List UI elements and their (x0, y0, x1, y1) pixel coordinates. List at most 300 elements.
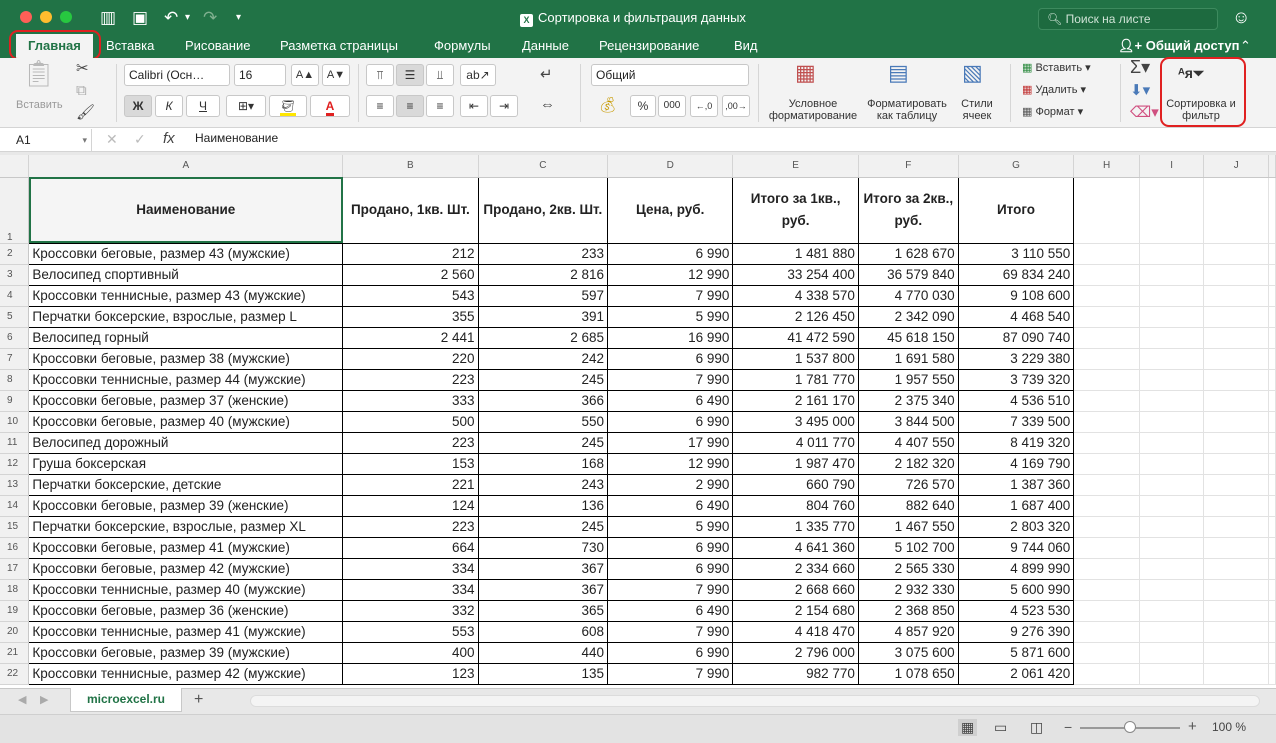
shrink-font-button[interactable]: A▼ (322, 64, 350, 86)
redo-icon[interactable]: ↷ (203, 8, 218, 27)
empty-cell[interactable] (1204, 621, 1269, 642)
undo-icon[interactable]: ↶ (164, 8, 179, 27)
product-name-cell[interactable]: Перчатки боксерские, детские (29, 474, 343, 495)
empty-cell[interactable] (1139, 663, 1204, 684)
save-icon[interactable]: ▣ (132, 8, 149, 27)
increase-decimal-button[interactable] (690, 95, 718, 117)
row-header[interactable]: 1 (0, 177, 29, 243)
number-cell[interactable]: 6 990 (608, 642, 733, 663)
empty-cell[interactable] (1204, 558, 1269, 579)
row-header[interactable]: 7 (0, 348, 29, 369)
row-header[interactable]: 13 (0, 474, 29, 495)
empty-cell[interactable] (1074, 285, 1140, 306)
empty-cell[interactable] (1269, 285, 1276, 306)
column-header[interactable]: G (958, 155, 1074, 177)
number-cell[interactable]: 17 990 (608, 432, 733, 453)
empty-cell[interactable] (1074, 663, 1140, 684)
column-header[interactable]: D (608, 155, 733, 177)
tab-page-layout[interactable]: Разметка страницы (280, 38, 398, 53)
empty-cell[interactable] (1269, 663, 1276, 684)
sort-filter-icon[interactable]: ᴬᴙ⏷ (1178, 65, 1205, 81)
number-cell[interactable]: 33 254 400 (733, 264, 859, 285)
minimize-window-button[interactable] (40, 11, 52, 23)
font-color-button[interactable] (310, 95, 350, 117)
number-cell[interactable]: 6 490 (608, 495, 733, 516)
number-cell[interactable]: 1 781 770 (733, 369, 859, 390)
empty-cell[interactable] (1204, 177, 1269, 243)
format-cells-button[interactable]: ▦ Формат ▾ (1022, 106, 1084, 118)
empty-cell[interactable] (1074, 390, 1140, 411)
comma-style-button[interactable]: 000 (658, 95, 686, 117)
product-name-cell[interactable]: Кроссовки теннисные, размер 42 (мужские) (29, 663, 343, 684)
collapse-ribbon-icon[interactable]: ⌃ (1240, 38, 1251, 53)
number-cell[interactable]: 168 (478, 453, 607, 474)
zoom-slider-thumb[interactable] (1124, 721, 1136, 733)
empty-cell[interactable] (1269, 390, 1276, 411)
product-name-cell[interactable]: Велосипед горный (29, 327, 343, 348)
row-header[interactable]: 19 (0, 600, 29, 621)
close-window-button[interactable] (20, 11, 32, 23)
orientation-button[interactable] (460, 64, 496, 86)
tab-home[interactable]: Главная (16, 34, 93, 58)
currency-icon[interactable]: 💰︎ (598, 97, 618, 114)
number-cell[interactable]: 7 990 (608, 285, 733, 306)
horizontal-scrollbar[interactable] (250, 695, 1260, 707)
number-cell[interactable]: 4 011 770 (733, 432, 859, 453)
product-name-cell[interactable]: Перчатки боксерские, взрослые, размер L (29, 306, 343, 327)
sidebar-icon[interactable]: ▥ (100, 8, 117, 27)
number-cell[interactable]: 2 342 090 (858, 306, 958, 327)
header-cell[interactable]: Наименование (29, 177, 343, 243)
number-cell[interactable]: 1 687 400 (958, 495, 1074, 516)
number-cell[interactable]: 730 (478, 537, 607, 558)
empty-cell[interactable] (1074, 453, 1140, 474)
fill-color-button[interactable] (269, 95, 307, 117)
empty-cell[interactable] (1139, 177, 1204, 243)
empty-cell[interactable] (1139, 432, 1204, 453)
conditional-formatting-icon[interactable]: ▦ (795, 60, 816, 85)
number-cell[interactable]: 1 387 360 (958, 474, 1074, 495)
merge-center-icon[interactable]: ⇔ (540, 96, 555, 113)
row-header[interactable]: 3 (0, 264, 29, 285)
number-cell[interactable]: 365 (478, 600, 607, 621)
cell-styles-icon[interactable]: ▧ (962, 60, 983, 85)
number-cell[interactable]: 123 (343, 663, 478, 684)
align-center-button[interactable] (396, 95, 424, 117)
number-cell[interactable]: 726 570 (858, 474, 958, 495)
empty-cell[interactable] (1204, 600, 1269, 621)
number-cell[interactable]: 550 (478, 411, 607, 432)
number-cell[interactable]: 2 061 420 (958, 663, 1074, 684)
number-cell[interactable]: 334 (343, 558, 478, 579)
number-cell[interactable]: 2 803 320 (958, 516, 1074, 537)
percent-button[interactable]: % (630, 95, 656, 117)
align-left-button[interactable] (366, 95, 394, 117)
number-cell[interactable]: 12 990 (608, 453, 733, 474)
number-cell[interactable]: 1 628 670 (858, 243, 958, 264)
empty-cell[interactable] (1139, 642, 1204, 663)
tab-draw[interactable]: Рисование (185, 38, 251, 53)
empty-cell[interactable] (1269, 177, 1276, 243)
number-cell[interactable]: 223 (343, 369, 478, 390)
cancel-icon[interactable]: ✕ (106, 131, 118, 147)
number-cell[interactable]: 36 579 840 (858, 264, 958, 285)
empty-cell[interactable] (1074, 621, 1140, 642)
borders-button[interactable] (226, 95, 266, 117)
page-break-view-icon[interactable]: ◫ (1030, 719, 1044, 735)
column-header[interactable]: H (1074, 155, 1140, 177)
number-cell[interactable]: 366 (478, 390, 607, 411)
number-cell[interactable]: 5 990 (608, 306, 733, 327)
number-cell[interactable]: 597 (478, 285, 607, 306)
tab-insert[interactable]: Вставка (106, 38, 155, 53)
empty-cell[interactable] (1074, 369, 1140, 390)
number-cell[interactable]: 3 110 550 (958, 243, 1074, 264)
number-cell[interactable]: 4 407 550 (858, 432, 958, 453)
empty-cell[interactable] (1269, 579, 1276, 600)
insert-function-icon[interactable]: fx (163, 130, 175, 147)
wrap-text-icon[interactable]: ↵ (540, 66, 553, 83)
empty-cell[interactable] (1074, 537, 1140, 558)
number-cell[interactable]: 6 490 (608, 390, 733, 411)
number-cell[interactable]: 2 154 680 (733, 600, 859, 621)
empty-cell[interactable] (1074, 642, 1140, 663)
number-cell[interactable]: 2 816 (478, 264, 607, 285)
empty-cell[interactable] (1269, 642, 1276, 663)
number-cell[interactable]: 553 (343, 621, 478, 642)
number-cell[interactable]: 2 375 340 (858, 390, 958, 411)
fill-down-icon[interactable]: ⬇▾ (1130, 82, 1151, 99)
number-cell[interactable]: 4 536 510 (958, 390, 1074, 411)
empty-cell[interactable] (1139, 600, 1204, 621)
align-right-button[interactable] (426, 95, 454, 117)
header-cell[interactable]: Продано, 2кв. Шт. (478, 177, 607, 243)
number-cell[interactable]: 334 (343, 579, 478, 600)
row-header[interactable]: 6 (0, 327, 29, 348)
search-sheet-input[interactable]: 🔍︎ Поиск на листе (1038, 8, 1218, 30)
row-header[interactable]: 2 (0, 243, 29, 264)
number-cell[interactable]: 332 (343, 600, 478, 621)
empty-cell[interactable] (1269, 558, 1276, 579)
tab-data[interactable]: Данные (522, 38, 569, 53)
empty-cell[interactable] (1269, 411, 1276, 432)
empty-cell[interactable] (1074, 306, 1140, 327)
product-name-cell[interactable]: Велосипед дорожный (29, 432, 343, 453)
number-cell[interactable]: 882 640 (858, 495, 958, 516)
number-cell[interactable]: 2 565 330 (858, 558, 958, 579)
number-cell[interactable]: 367 (478, 558, 607, 579)
product-name-cell[interactable]: Кроссовки беговые, размер 41 (мужские) (29, 537, 343, 558)
number-cell[interactable]: 1 078 650 (858, 663, 958, 684)
format-as-table-icon[interactable]: ▤ (888, 60, 909, 85)
align-middle-button[interactable] (396, 64, 424, 86)
number-cell[interactable]: 242 (478, 348, 607, 369)
add-sheet-button[interactable]: + (194, 691, 204, 708)
empty-cell[interactable] (1204, 432, 1269, 453)
header-cell[interactable]: Цена, руб. (608, 177, 733, 243)
empty-cell[interactable] (1139, 285, 1204, 306)
empty-cell[interactable] (1204, 264, 1269, 285)
empty-cell[interactable] (1139, 306, 1204, 327)
number-cell[interactable]: 6 990 (608, 411, 733, 432)
empty-cell[interactable] (1204, 537, 1269, 558)
number-cell[interactable]: 1 467 550 (858, 516, 958, 537)
empty-cell[interactable] (1269, 348, 1276, 369)
cell-styles-label[interactable]: Стили ячеек (961, 98, 993, 122)
header-cell[interactable]: Итого за 2кв., руб. (858, 177, 958, 243)
increase-indent-button[interactable] (490, 95, 518, 117)
number-cell[interactable]: 7 990 (608, 579, 733, 600)
number-cell[interactable]: 2 560 (343, 264, 478, 285)
number-cell[interactable]: 45 618 150 (858, 327, 958, 348)
number-cell[interactable]: 7 990 (608, 663, 733, 684)
empty-cell[interactable] (1204, 411, 1269, 432)
chevron-down-icon[interactable]: ▾ (82, 135, 87, 145)
header-cell[interactable]: Итого за 1кв., руб. (733, 177, 859, 243)
number-cell[interactable]: 4 468 540 (958, 306, 1074, 327)
empty-cell[interactable] (1269, 600, 1276, 621)
number-cell[interactable]: 1 987 470 (733, 453, 859, 474)
bold-button[interactable]: Ж (124, 95, 152, 117)
number-cell[interactable]: 2 182 320 (858, 453, 958, 474)
row-header[interactable]: 11 (0, 432, 29, 453)
header-cell[interactable]: Продано, 1кв. Шт. (343, 177, 478, 243)
empty-cell[interactable] (1139, 621, 1204, 642)
number-cell[interactable]: 2 668 660 (733, 579, 859, 600)
number-cell[interactable]: 4 899 990 (958, 558, 1074, 579)
number-cell[interactable]: 4 641 360 (733, 537, 859, 558)
empty-cell[interactable] (1269, 621, 1276, 642)
row-header[interactable]: 20 (0, 621, 29, 642)
scroll-tabs-left-icon[interactable]: ◀ (18, 694, 27, 706)
number-cell[interactable]: 664 (343, 537, 478, 558)
number-cell[interactable]: 1 537 800 (733, 348, 859, 369)
number-cell[interactable]: 2 990 (608, 474, 733, 495)
zoom-out-icon[interactable]: − (1064, 719, 1073, 735)
empty-cell[interactable] (1269, 243, 1276, 264)
empty-cell[interactable] (1204, 642, 1269, 663)
number-cell[interactable]: 7 990 (608, 369, 733, 390)
product-name-cell[interactable]: Перчатки боксерские, взрослые, размер XL (29, 516, 343, 537)
empty-cell[interactable] (1269, 327, 1276, 348)
empty-cell[interactable] (1204, 243, 1269, 264)
number-cell[interactable]: 4 418 470 (733, 621, 859, 642)
number-cell[interactable]: 6 990 (608, 537, 733, 558)
share-button[interactable]: 👤︎+ Общий доступ (1118, 38, 1240, 53)
number-cell[interactable]: 543 (343, 285, 478, 306)
select-all-corner[interactable] (0, 155, 29, 177)
number-cell[interactable]: 9 744 060 (958, 537, 1074, 558)
number-cell[interactable]: 2 441 (343, 327, 478, 348)
row-header[interactable]: 8 (0, 369, 29, 390)
number-cell[interactable]: 212 (343, 243, 478, 264)
empty-cell[interactable] (1204, 663, 1269, 684)
column-header[interactable]: I (1139, 155, 1204, 177)
align-bottom-button[interactable] (426, 64, 454, 86)
empty-cell[interactable] (1269, 474, 1276, 495)
empty-cell[interactable] (1139, 327, 1204, 348)
number-cell[interactable]: 135 (478, 663, 607, 684)
empty-cell[interactable] (1204, 369, 1269, 390)
product-name-cell[interactable]: Велосипед спортивный (29, 264, 343, 285)
formula-input[interactable]: Наименование (195, 131, 279, 145)
number-cell[interactable]: 245 (478, 432, 607, 453)
number-cell[interactable]: 9 108 600 (958, 285, 1074, 306)
number-cell[interactable]: 223 (343, 432, 478, 453)
product-name-cell[interactable]: Кроссовки беговые, размер 43 (мужские) (29, 243, 343, 264)
number-cell[interactable]: 6 990 (608, 243, 733, 264)
number-cell[interactable]: 221 (343, 474, 478, 495)
empty-cell[interactable] (1269, 432, 1276, 453)
empty-cell[interactable] (1139, 243, 1204, 264)
copy-icon[interactable]: ⧉ (76, 82, 87, 99)
number-cell[interactable]: 2 796 000 (733, 642, 859, 663)
clear-eraser-icon[interactable]: ⌫▾ (1130, 104, 1159, 121)
product-name-cell[interactable]: Кроссовки беговые, размер 36 (женские) (29, 600, 343, 621)
customize-toolbar-icon[interactable]: ▾ (236, 12, 242, 23)
number-cell[interactable]: 9 276 390 (958, 621, 1074, 642)
row-header[interactable]: 5 (0, 306, 29, 327)
column-header[interactable]: E (733, 155, 859, 177)
empty-cell[interactable] (1139, 348, 1204, 369)
number-cell[interactable]: 355 (343, 306, 478, 327)
empty-cell[interactable] (1204, 390, 1269, 411)
empty-cell[interactable] (1074, 558, 1140, 579)
row-header[interactable]: 12 (0, 453, 29, 474)
empty-cell[interactable] (1139, 495, 1204, 516)
number-cell[interactable]: 223 (343, 516, 478, 537)
empty-cell[interactable] (1139, 558, 1204, 579)
number-cell[interactable]: 136 (478, 495, 607, 516)
number-cell[interactable]: 4 523 530 (958, 600, 1074, 621)
empty-cell[interactable] (1074, 432, 1140, 453)
font-size-select[interactable]: 16 (234, 64, 286, 86)
format-as-table-label[interactable]: Форматировать как таблицу (867, 98, 947, 122)
number-cell[interactable]: 233 (478, 243, 607, 264)
insert-cells-button[interactable]: ▦ Вставить ▾ (1022, 62, 1091, 74)
empty-cell[interactable] (1204, 453, 1269, 474)
number-cell[interactable]: 3 075 600 (858, 642, 958, 663)
number-cell[interactable]: 6 990 (608, 348, 733, 369)
decrease-decimal-button[interactable] (722, 95, 750, 117)
font-name-select[interactable]: Calibri (Осн… (124, 64, 230, 86)
enter-check-icon[interactable]: ✓ (134, 131, 146, 147)
column-header[interactable]: B (343, 155, 478, 177)
empty-cell[interactable] (1139, 390, 1204, 411)
number-cell[interactable]: 245 (478, 369, 607, 390)
empty-cell[interactable] (1139, 579, 1204, 600)
number-cell[interactable]: 333 (343, 390, 478, 411)
row-header[interactable]: 14 (0, 495, 29, 516)
row-header[interactable]: 4 (0, 285, 29, 306)
empty-cell[interactable] (1139, 369, 1204, 390)
page-layout-view-icon[interactable]: ▭ (994, 719, 1008, 735)
product-name-cell[interactable]: Кроссовки теннисные, размер 44 (мужские) (29, 369, 343, 390)
number-cell[interactable]: 7 339 500 (958, 411, 1074, 432)
empty-cell[interactable] (1204, 285, 1269, 306)
number-cell[interactable]: 16 990 (608, 327, 733, 348)
number-cell[interactable]: 5 102 700 (858, 537, 958, 558)
tab-formulas[interactable]: Формулы (434, 38, 491, 53)
cut-icon[interactable]: ✂ (76, 60, 89, 77)
column-header[interactable]: C (478, 155, 607, 177)
number-cell[interactable]: 500 (343, 411, 478, 432)
product-name-cell[interactable]: Кроссовки беговые, размер 39 (женские) (29, 495, 343, 516)
number-cell[interactable]: 608 (478, 621, 607, 642)
format-painter-icon[interactable]: 🖌︎ (76, 104, 96, 121)
number-cell[interactable]: 1 481 880 (733, 243, 859, 264)
column-header[interactable]: J (1204, 155, 1269, 177)
empty-cell[interactable] (1204, 474, 1269, 495)
number-cell[interactable]: 87 090 740 (958, 327, 1074, 348)
sort-filter-label[interactable]: Сортировка и фильтр (1166, 98, 1236, 122)
number-cell[interactable]: 12 990 (608, 264, 733, 285)
conditional-formatting-label[interactable]: Условное форматирование (768, 98, 858, 122)
empty-cell[interactable] (1074, 327, 1140, 348)
number-cell[interactable]: 400 (343, 642, 478, 663)
empty-cell[interactable] (1204, 348, 1269, 369)
number-cell[interactable]: 2 334 660 (733, 558, 859, 579)
row-header[interactable]: 17 (0, 558, 29, 579)
scroll-tabs-right-icon[interactable]: ▶ (40, 694, 49, 706)
empty-cell[interactable] (1269, 537, 1276, 558)
number-cell[interactable]: 2 368 850 (858, 600, 958, 621)
number-cell[interactable]: 2 932 330 (858, 579, 958, 600)
empty-cell[interactable] (1269, 369, 1276, 390)
zoom-in-icon[interactable]: + (1188, 718, 1197, 735)
number-cell[interactable]: 660 790 (733, 474, 859, 495)
row-header[interactable]: 15 (0, 516, 29, 537)
number-cell[interactable]: 1 691 580 (858, 348, 958, 369)
number-cell[interactable]: 3 739 320 (958, 369, 1074, 390)
number-cell[interactable]: 5 600 990 (958, 579, 1074, 600)
row-header[interactable]: 22 (0, 663, 29, 684)
product-name-cell[interactable]: Кроссовки теннисные, размер 40 (мужские) (29, 579, 343, 600)
number-cell[interactable]: 4 338 570 (733, 285, 859, 306)
empty-cell[interactable] (1204, 579, 1269, 600)
normal-view-icon[interactable]: ▦ (958, 719, 977, 736)
empty-cell[interactable] (1139, 516, 1204, 537)
row-header[interactable]: 16 (0, 537, 29, 558)
product-name-cell[interactable]: Груша боксерская (29, 453, 343, 474)
empty-cell[interactable] (1074, 411, 1140, 432)
number-cell[interactable]: 5 990 (608, 516, 733, 537)
undo-dropdown-icon[interactable]: ▾ (185, 12, 191, 23)
product-name-cell[interactable]: Кроссовки теннисные, размер 43 (мужские) (29, 285, 343, 306)
empty-cell[interactable] (1074, 495, 1140, 516)
empty-cell[interactable] (1074, 348, 1140, 369)
empty-cell[interactable] (1269, 495, 1276, 516)
sheet-tab-microexcel[interactable]: microexcel.ru (70, 688, 182, 712)
number-cell[interactable]: 245 (478, 516, 607, 537)
decrease-indent-button[interactable] (460, 95, 488, 117)
number-cell[interactable]: 4 857 920 (858, 621, 958, 642)
empty-cell[interactable] (1139, 453, 1204, 474)
number-cell[interactable]: 6 490 (608, 600, 733, 621)
empty-cell[interactable] (1269, 264, 1276, 285)
number-cell[interactable]: 8 419 320 (958, 432, 1074, 453)
number-cell[interactable]: 69 834 240 (958, 264, 1074, 285)
product-name-cell[interactable]: Кроссовки беговые, размер 42 (мужские) (29, 558, 343, 579)
empty-cell[interactable] (1139, 411, 1204, 432)
number-cell[interactable]: 153 (343, 453, 478, 474)
paste-icon[interactable]: 📋︎ (22, 58, 56, 88)
number-cell[interactable]: 5 871 600 (958, 642, 1074, 663)
number-cell[interactable]: 367 (478, 579, 607, 600)
row-header[interactable]: 18 (0, 579, 29, 600)
empty-cell[interactable] (1074, 264, 1140, 285)
empty-cell[interactable] (1204, 327, 1269, 348)
